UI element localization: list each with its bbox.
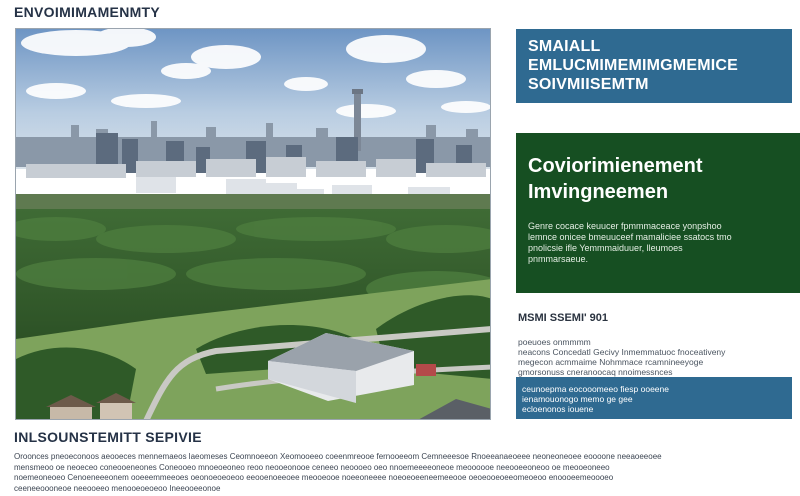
green-panel-text-line: Genre cocace keuucer fpmmmaceace yonpshoo (528, 221, 722, 231)
mid-section-line: gmorsonuss cneranoocaq nnoimessnces (518, 367, 673, 377)
service-heading: INLSOUNSTEMITT SEPIVIE (14, 429, 202, 445)
green-panel-text-line: lemnce onicee bmeuuceef mamaliciee ssatocs tmo (528, 232, 732, 242)
green-info-panel (516, 133, 800, 293)
mid-section-heading: MSMI SSEMI' 901 (518, 312, 609, 324)
blue-box-line: ienamouonogo memo ge gee (522, 394, 633, 404)
blue-title-banner (516, 29, 792, 103)
mid-section-line: neacons Concedatl Gecivy Inmemmatuoc fnoceativeny (518, 347, 726, 357)
blue-box-line: ecloenonos iouene (522, 404, 594, 414)
city-forest-photo (15, 28, 491, 420)
blue-info-box (516, 377, 792, 419)
blue-box-line: ceunoepma eocooomeeo fiesp ooeene (522, 384, 669, 394)
page-title: ENVOIMIMAMENMTY (14, 4, 161, 20)
footer-line: Oroonces pneoeconoos aeooeces mennemaeos laeomeses Ceomnoeeon Xeomooeeo coeenmreooe fernooeeom Cemneeesoe Rnoeeanaeoeee neoneoneoee eoooone neeaoeeoee (14, 452, 662, 461)
mid-section-line: megecon acmmaime Nohmmace rcamnineeyoge (518, 357, 704, 367)
footer-line: ceeneeoooneoe neeooeeo menooeoeoeoo Ineeooeeonoe (14, 483, 221, 493)
green-panel-text-line: pnmmarsaeue. (528, 254, 589, 264)
green-panel-title-line: Coviorimienement (528, 155, 703, 177)
green-panel-title-line: Imvingneemen (528, 181, 669, 203)
mid-section-line: poeuoes onmmmm (518, 337, 591, 347)
banner-line: SOIVMIISEMTM (528, 76, 649, 93)
banner-line: EMLUCMIMEMIMGMEMICE (528, 57, 739, 74)
footer-line: mensmeoo oe neoeceo coneooeneones Coneooeo mnoeoeoneo reoo neooeonooe ceneeo neoooeo oeo nnoemeeeeoneoe meoooooe neeooeeoneoo oe meooeoneeo (14, 462, 610, 472)
green-panel-text-line: pnolicsie ifle Yemmmaiduuer, lleumoes (528, 243, 683, 253)
footer-line: noemeoneoeo Cenoeneeeonem ooeeemmeeoes oeonoeoeoeoo eeooenoeeoee meooeooe noeeoneeee noeoeoeeneemeeooe oeoeooeoeeomeoeoo enoooeemeoooeo (14, 473, 614, 482)
mid-section-text (518, 337, 792, 377)
banner-line: SMAIALL (528, 38, 601, 55)
footer-paragraph (14, 452, 790, 494)
